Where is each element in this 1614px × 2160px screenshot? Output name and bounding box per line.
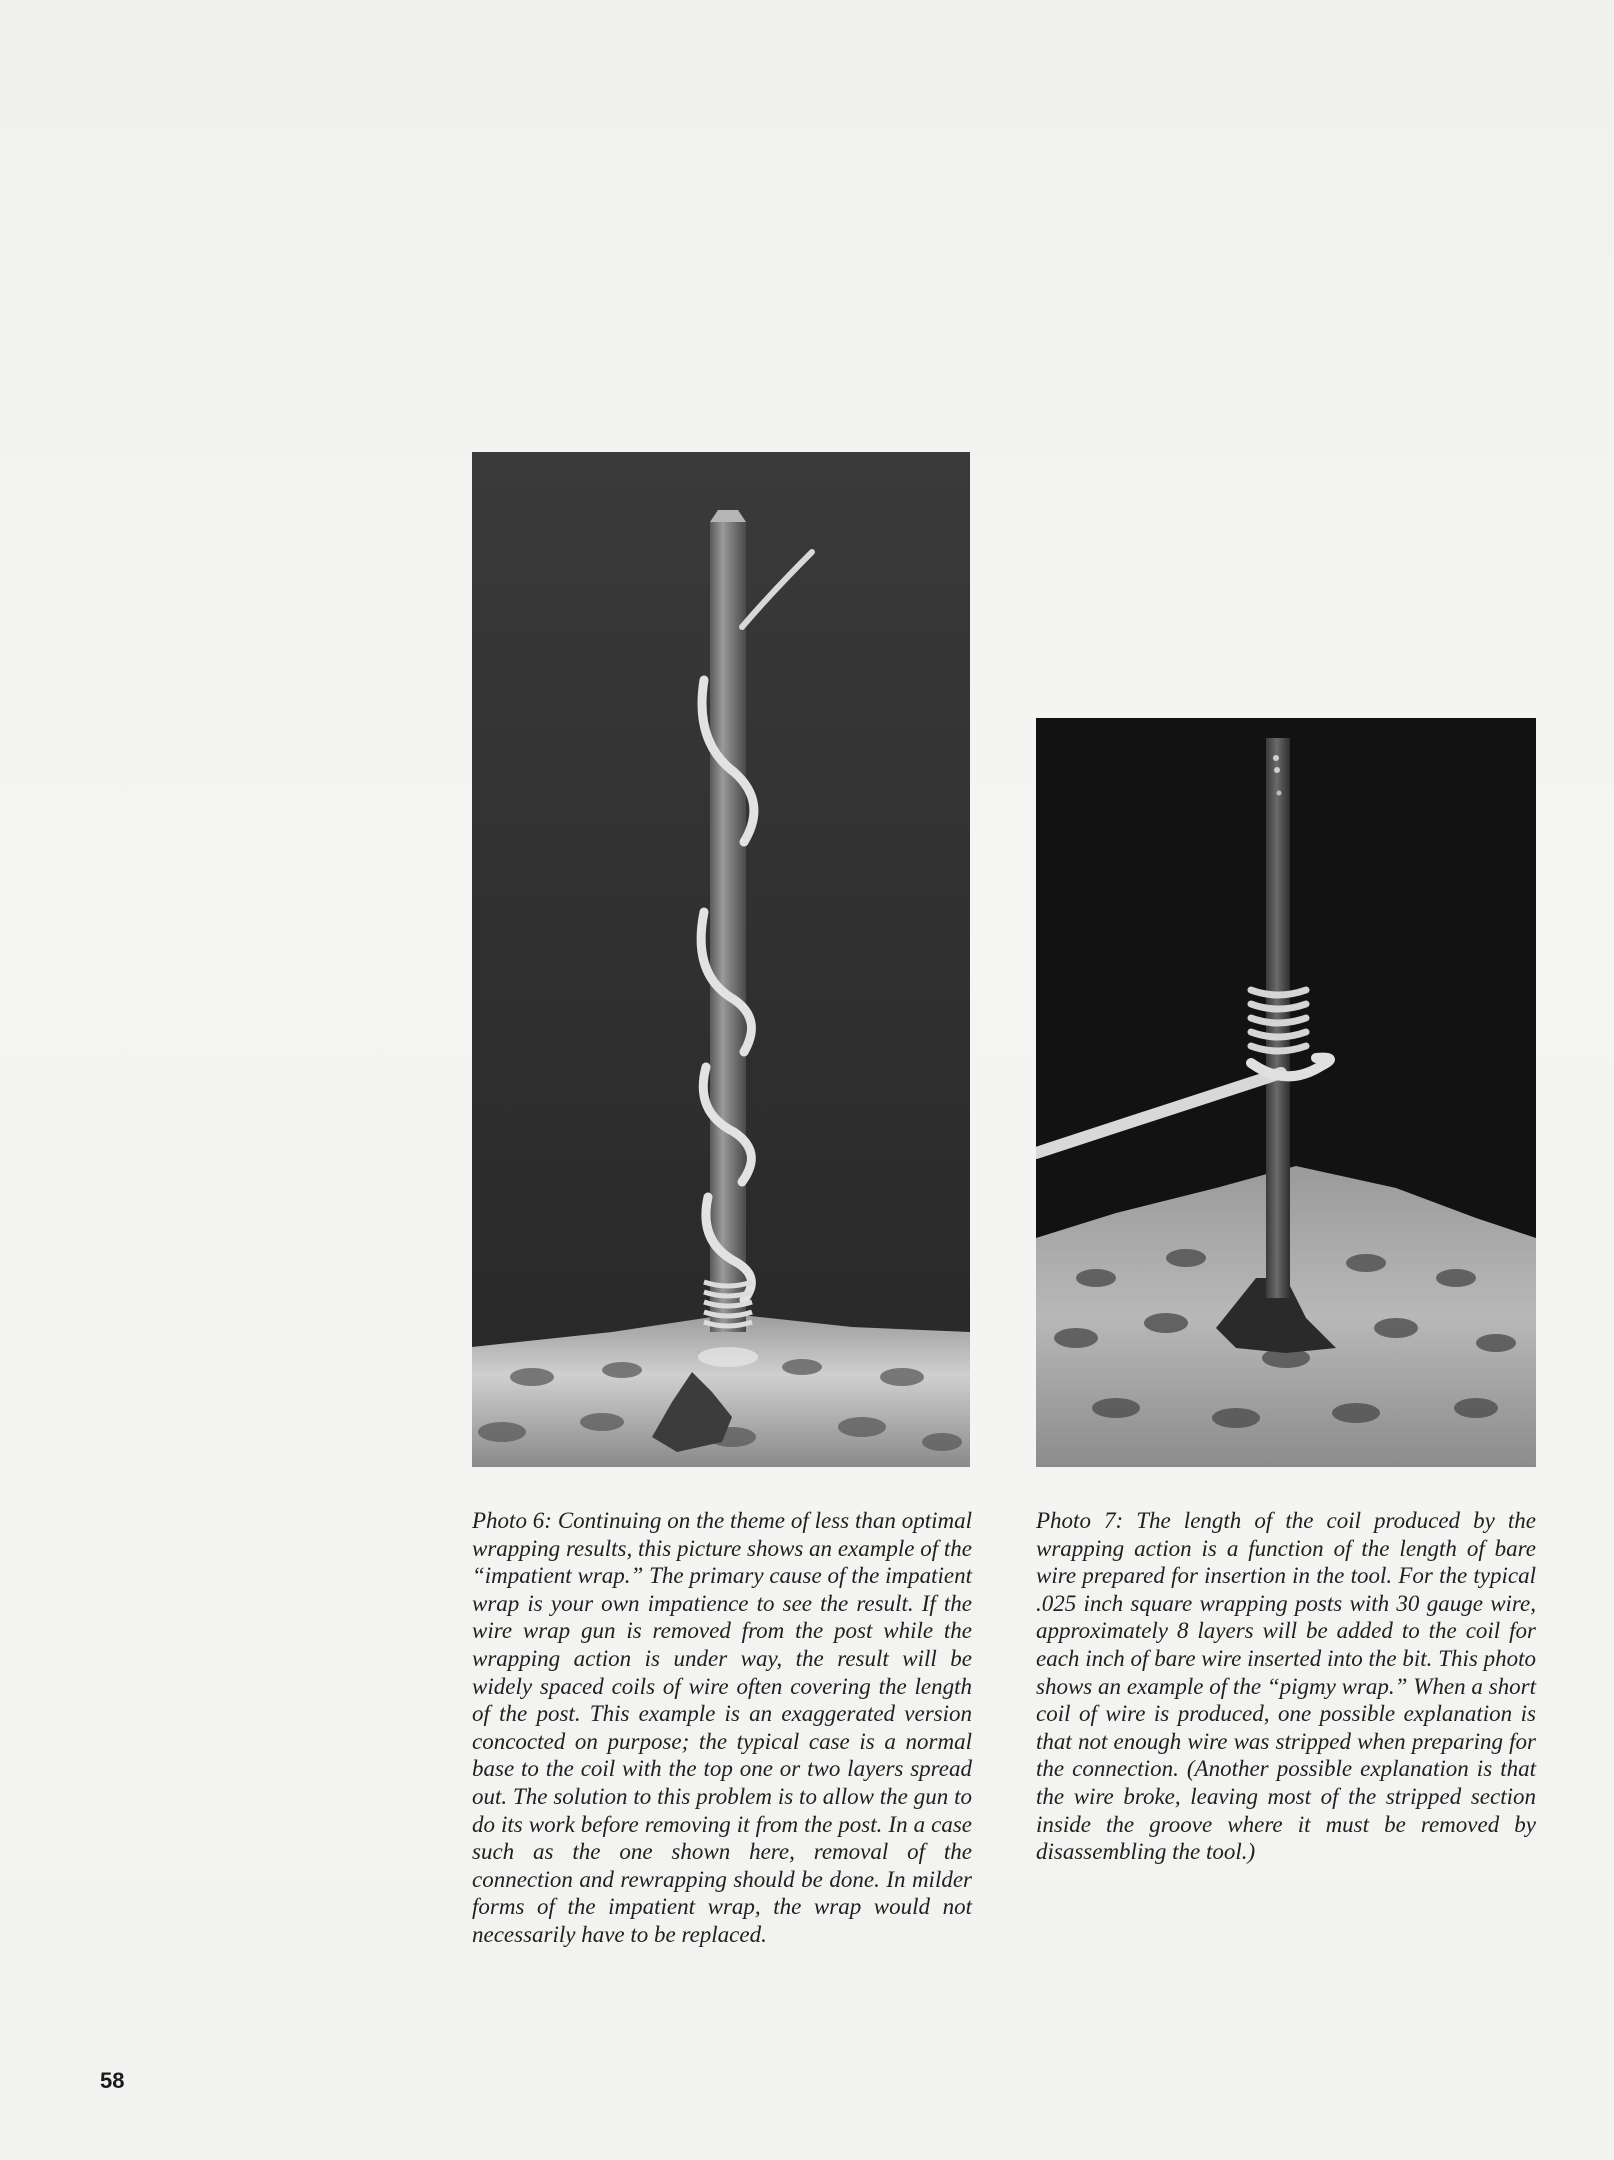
page-number: 58 [100, 2068, 125, 2093]
pigmy-wrap-photo-icon [1036, 718, 1536, 1467]
photo-7-pigmy-wrap [1036, 718, 1536, 1467]
impatient-wrap-photo-icon [472, 452, 970, 1467]
photo-7-caption: Photo 7: The length of the coil produced by the wrapping action is a function of the length of bare wire prepared for insertion in the tool. For the typical .025 inch square wrapping posts with 30 gauge wire, approximately 8 layers will be added to the coil for each inch of bare wire inserted into the bit. This photo shows an example of the “pigmy wrap.” When a short coil of wire is produced, one possible explanation is that not enough wire was stripped when preparing for the connection. (Another possible explanation is that the wire broke, leaving most of the stripped section inside the groove where it must be removed by disassembling the tool.) [1036, 1508, 1536, 1865]
photo-6-impatient-wrap [472, 452, 970, 1467]
photo-6-caption: Photo 6: Continuing on the theme of less than optimal wrapping results, this picture shows an example of the “impatient wrap.” The primary cause of the impatient wrap is your own impatience to see the result. If the wire wrap gun is removed from the post while the wrapping action is under way, the result will be widely spaced coils of wire often covering the length of the post. This example is an exaggerated version concocted on purpose; the typical case is a normal base to the coil with the top one or two layers spread out. The solution to this problem is to allow the gun to do its work before removing it from the post. In a case such as the one shown here, removal of the connection and rewrapping should be done. In milder forms of the impatient wrap, the wrap would not necessarily have to be replaced. [472, 1508, 972, 1947]
